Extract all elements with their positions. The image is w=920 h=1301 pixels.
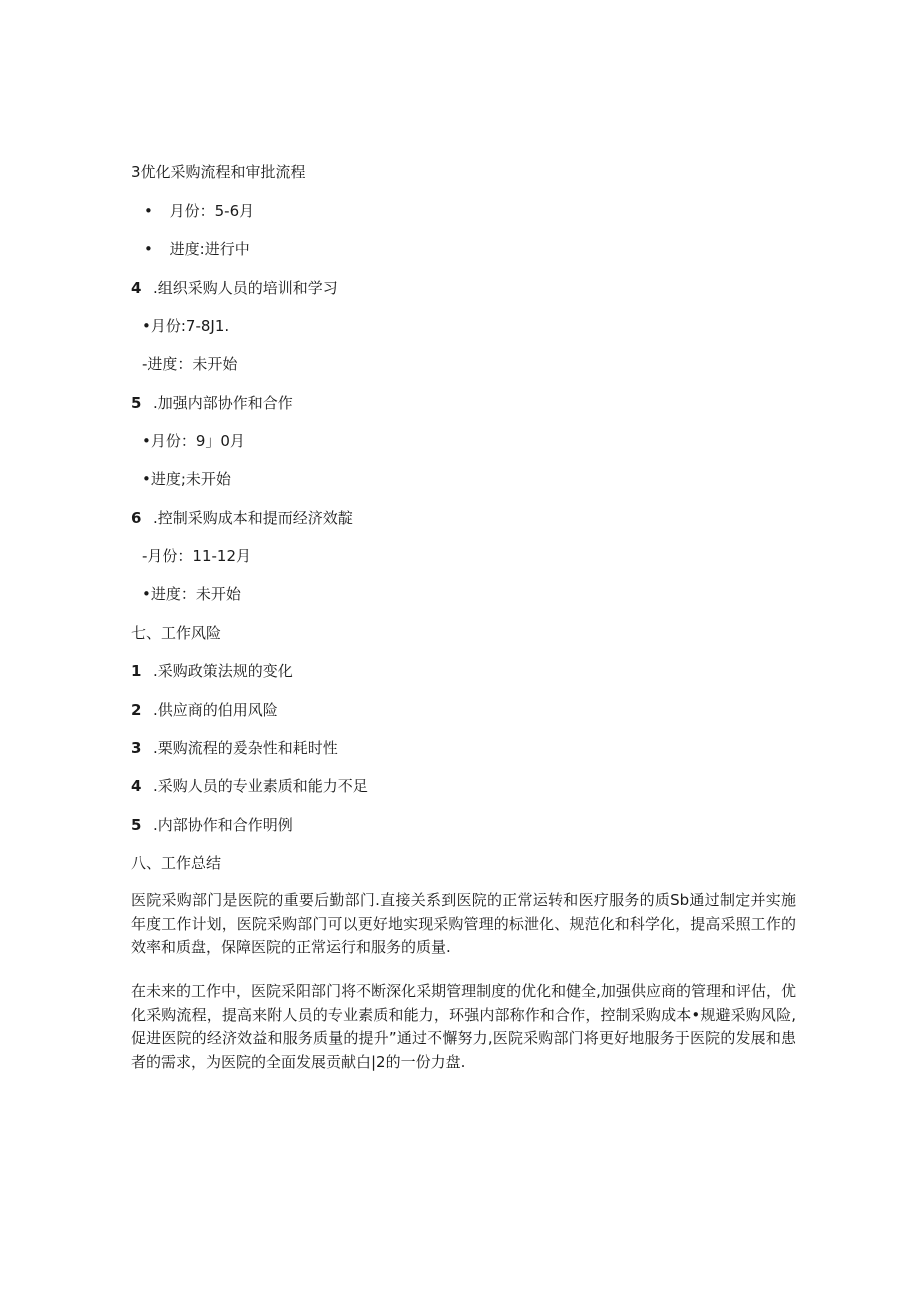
plan-item-5-month: •月份：9」0月 (142, 432, 245, 450)
plan-item-3-title: 3优化采购流程和审批流程 (131, 163, 306, 181)
risk-item-number: 5 (131, 816, 142, 834)
plan-item-4-number: 4 (131, 279, 142, 297)
risk-item-text: .采购政策法规的变化 (153, 662, 293, 680)
plan-item-6-number: 6 (131, 509, 142, 527)
risk-item-number: 1 (131, 662, 142, 680)
plan-item-3-progress (144, 239, 250, 259)
plan-item-4-title-text: .组织采购人员的培训和学习 (153, 279, 338, 297)
plan-item-5-title (131, 393, 293, 413)
plan-item-6-month: -月份：11-12月 (142, 547, 251, 565)
plan-item-6-title (131, 508, 353, 528)
risk-item-text: .供应商的伯用风险 (153, 701, 278, 719)
risk-item-number: 2 (131, 701, 142, 719)
risk-item-text: .采购人员的专业素质和能力不足 (153, 777, 368, 795)
plan-item-4-title (131, 278, 338, 298)
risk-item (131, 700, 278, 720)
risk-item (131, 776, 368, 796)
plan-item-5-progress: •进度;未开始 (142, 470, 231, 488)
plan-item-5-title-text: .加强内部协作和合作 (153, 394, 293, 412)
plan-item-6-progress: •进度：未开始 (142, 585, 241, 603)
plan-item-4-progress: -进度：未开始 (142, 355, 238, 373)
bullet: • (144, 202, 153, 220)
summary-paragraph-1: 医院采购部门是医院的重要后勤部门.直接关系到医院的正常运转和医疗服务的质Sb通过制定并实施年度工作计划，医院采购部门可以更好地实现采购管理的标泄化、规范化和科学化，提高采照工作的效率和质盘，保障医院的正常运行和服务的质量. (131, 891, 796, 956)
plan-item-6-title-text: .控制采购成本和提而经济效靛 (153, 509, 353, 527)
summary-paragraph-2: 在未来的工作中，医院采阳部门将不断深化采期管理制度的优化和健全,加强供应商的管理和评估，优化采购流程，提高来附人员的专业素质和能力，环强内部称作和合作，控制采购成本•规避采购风险,促进医院的经济效益和服务质量的提升”通过不懈努力,医院采购部门将更好地服务于医院的发展和患者的需求，为医院的全面发展贡献白|2的一份力盘. (131, 982, 796, 1071)
risk-item (131, 661, 293, 681)
risk-item (131, 815, 293, 835)
risk-item (131, 738, 338, 758)
risk-item-text: .内部协作和合作明例 (153, 816, 293, 834)
plan-item-3-month-text: 月份：5-6月 (169, 202, 255, 220)
risk-item-number: 4 (131, 777, 142, 795)
risk-item-text: .栗购流程的爰杂性和耗时性 (153, 739, 338, 757)
plan-item-5-number: 5 (131, 394, 142, 412)
plan-item-4-month: •月份:7-8J1. (142, 317, 230, 335)
risks-heading: 七、工作风险 (131, 624, 222, 642)
plan-item-3-month (144, 201, 254, 221)
risk-item-number: 3 (131, 739, 142, 757)
bullet: • (144, 240, 153, 258)
plan-item-3-progress-text: 进度:进行中 (169, 240, 250, 258)
summary-heading: 八、工作总结 (131, 854, 222, 872)
